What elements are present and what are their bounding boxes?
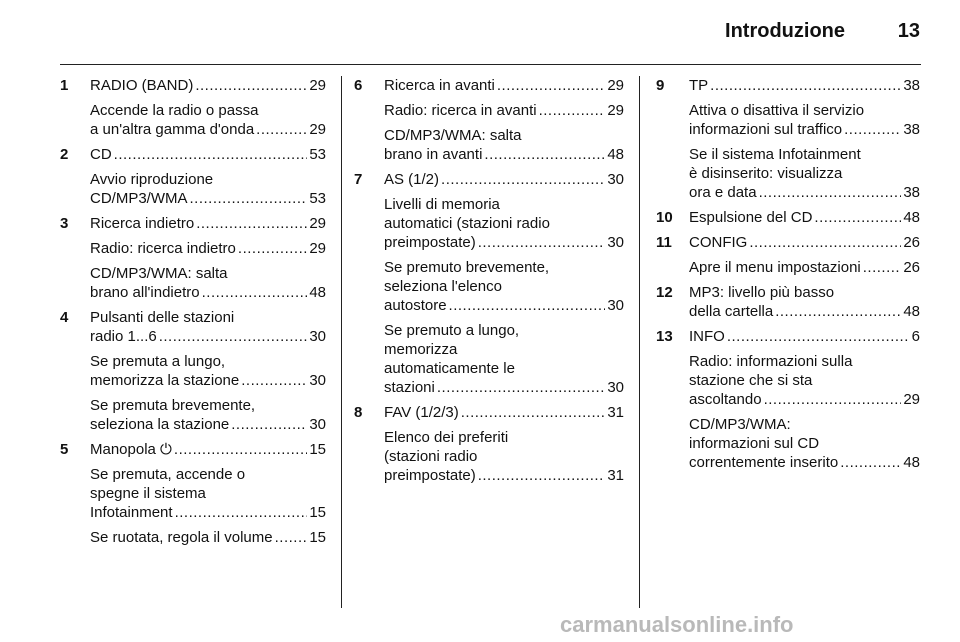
control-item (60, 440, 326, 547)
entry-text: Livelli di memoria (384, 196, 500, 213)
page-reference: 30 (607, 234, 624, 251)
page-reference: 38 (903, 121, 920, 138)
page-reference: 29 (309, 240, 326, 257)
dot-leader (478, 233, 606, 252)
index-entry (384, 76, 624, 95)
entry-line (90, 415, 326, 434)
dot-leader (710, 76, 901, 95)
index-entry (384, 428, 624, 485)
column-divider (341, 76, 342, 608)
dot-leader (840, 453, 901, 472)
index-entry (90, 76, 326, 95)
column-1 (60, 76, 326, 553)
entry-text: ascoltando (689, 391, 762, 408)
control-item (656, 76, 920, 202)
index-entry (689, 145, 920, 202)
entry-text: RADIO (BAND) (90, 77, 194, 94)
entry-text: CD/MP3/WMA: salta (90, 265, 228, 282)
page-reference: 26 (903, 259, 920, 276)
index-entry (384, 101, 624, 120)
entry-text: a un'altra gamma d'onda (90, 121, 255, 138)
entry-text: Radio: informazioni sulla (689, 353, 853, 370)
page-reference: 48 (903, 454, 920, 471)
entry-line (90, 120, 326, 139)
entry-text: Radio: ricerca indietro (90, 240, 236, 257)
page-reference: 6 (911, 328, 920, 345)
dot-leader (114, 145, 308, 164)
index-entry (90, 396, 326, 434)
entry-text: informazioni sul traffico (689, 121, 843, 138)
index-entry (384, 170, 624, 189)
control-item (656, 327, 920, 472)
entry-line (90, 214, 326, 233)
control-number: 3 (60, 215, 69, 232)
page-reference: 29 (309, 77, 326, 94)
index-entry (689, 352, 920, 409)
control-description (689, 327, 920, 472)
page-reference: 30 (607, 297, 624, 314)
index-entry (384, 258, 624, 315)
entry-line (90, 170, 326, 189)
entry-text: AS (1/2) (384, 171, 440, 188)
entry-text: automaticamente le (384, 360, 515, 377)
page-reference: 48 (903, 209, 920, 226)
entry-line (384, 447, 624, 466)
entry-text: brano in avanti (384, 146, 483, 163)
entry-line (90, 239, 326, 258)
page-reference: 15 (309, 529, 326, 546)
entry-text: Ricerca in avanti (384, 77, 495, 94)
dot-leader (461, 403, 606, 422)
entry-text: (stazioni radio (384, 448, 478, 465)
index-entry (90, 528, 326, 547)
control-description (90, 145, 326, 208)
page-reference: 31 (607, 404, 624, 421)
entry-line (90, 327, 326, 346)
index-entry (90, 101, 326, 139)
control-item (354, 76, 624, 164)
entry-text: Infotainment (90, 504, 173, 521)
control-number: 8 (354, 404, 363, 421)
entry-text: Se premuta a lungo, (90, 353, 226, 370)
entry-text: Se premuta brevemente, (90, 397, 256, 414)
dot-leader (749, 233, 901, 252)
dot-leader (449, 296, 606, 315)
entry-line (384, 428, 624, 447)
entry-text: memorizza (384, 341, 458, 358)
dot-leader (844, 120, 901, 139)
entry-line (384, 126, 624, 145)
entry-line (689, 145, 920, 164)
entry-text: Se ruotata, regola il volume (90, 529, 273, 546)
page-reference: 53 (309, 146, 326, 163)
control-description (384, 403, 624, 485)
entry-text: Espulsione del CD (689, 209, 813, 226)
entry-line (689, 101, 920, 120)
dot-leader (478, 466, 606, 485)
dot-leader (202, 283, 308, 302)
page-reference: 29 (903, 391, 920, 408)
entry-line (90, 76, 326, 95)
entry-line (689, 390, 920, 409)
page-reference: 29 (607, 77, 624, 94)
dot-leader (437, 378, 605, 397)
entry-line (384, 277, 624, 296)
watermark: carmanualsonline.info (560, 612, 794, 637)
dot-leader (814, 208, 901, 227)
control-number: 7 (354, 171, 363, 188)
entry-line (90, 484, 326, 503)
entry-text: ora e data (689, 184, 757, 201)
entry-text: Se premuto brevemente, (384, 259, 550, 276)
column-2 (354, 76, 624, 491)
entry-text: Apre il menu impostazioni (689, 259, 861, 276)
entry-text: della cartella (689, 303, 774, 320)
dot-leader (238, 239, 307, 258)
page-reference: 48 (309, 284, 326, 301)
entry-text: Accende la radio o passa (90, 102, 259, 119)
entry-text: Se il sistema Infotainment (689, 146, 861, 163)
dot-leader (539, 101, 606, 120)
index-entry (384, 321, 624, 397)
entry-text: seleziona la stazione (90, 416, 230, 433)
index-entry (689, 76, 920, 95)
section-title: Introduzione (725, 20, 845, 42)
entry-line (689, 434, 920, 453)
index-entry (90, 170, 326, 208)
entry-line (90, 264, 326, 283)
page-reference: 29 (309, 121, 326, 138)
entry-line (90, 465, 326, 484)
entry-line (384, 403, 624, 422)
page-reference: 31 (607, 467, 624, 484)
entry-text: seleziona l'elenco (384, 278, 502, 295)
dot-leader (484, 145, 605, 164)
control-item (60, 308, 326, 434)
entry-text: CD/MP3/WMA (90, 190, 188, 207)
entry-text: Ricerca indietro (90, 215, 195, 232)
entry-line (384, 170, 624, 189)
entry-text: CD (90, 146, 112, 163)
dot-leader (241, 371, 307, 390)
entry-line (90, 145, 326, 164)
index-entry (90, 352, 326, 390)
control-item (354, 403, 624, 485)
index-entry (90, 239, 326, 258)
control-description (689, 283, 920, 321)
control-number: 10 (656, 209, 673, 226)
control-description (689, 208, 920, 227)
index-entry (90, 308, 326, 346)
control-number: 6 (354, 77, 363, 94)
control-description (384, 170, 624, 397)
control-description (384, 76, 624, 164)
page-reference: 30 (607, 379, 624, 396)
entry-text: CD/MP3/WMA: salta (384, 127, 522, 144)
page-reference: 15 (309, 441, 326, 458)
dot-leader (159, 327, 308, 346)
entry-line (384, 101, 624, 120)
entry-text: spegne il sistema (90, 485, 206, 502)
entry-line (384, 258, 624, 277)
entry-line (90, 352, 326, 371)
entry-text: è disinserito: visualizza (689, 165, 843, 182)
dot-leader (190, 189, 308, 208)
control-number: 2 (60, 146, 69, 163)
index-entry (90, 214, 326, 233)
entry-line (689, 302, 920, 321)
control-number: 13 (656, 328, 673, 345)
index-entry (90, 465, 326, 522)
dot-leader (441, 170, 605, 189)
entry-line (384, 296, 624, 315)
entry-line (689, 120, 920, 139)
control-item (656, 233, 920, 277)
index-entry (384, 126, 624, 164)
entry-text: radio 1...6 (90, 328, 157, 345)
entry-line (689, 327, 920, 346)
entry-line (689, 371, 920, 390)
entry-text: automatici (stazioni radio (384, 215, 550, 232)
entry-line (384, 214, 624, 233)
entry-line (90, 189, 326, 208)
control-item (656, 208, 920, 227)
entry-line (90, 283, 326, 302)
dot-leader (196, 214, 307, 233)
index-entry (689, 258, 920, 277)
entry-line (689, 233, 920, 252)
page-reference: 30 (607, 171, 624, 188)
control-description (90, 308, 326, 434)
entry-line (689, 352, 920, 371)
page-reference: 38 (903, 77, 920, 94)
page-reference: 29 (309, 215, 326, 232)
entry-line (90, 308, 326, 327)
entry-text: informazioni sul CD (689, 435, 820, 452)
dot-leader (775, 302, 901, 321)
index-entry (689, 101, 920, 139)
index-entry (384, 195, 624, 252)
index-entry (90, 440, 326, 459)
entry-text: Pulsanti delle stazioni (90, 309, 235, 326)
control-description (90, 214, 326, 302)
page-reference: 26 (903, 234, 920, 251)
column-3 (656, 76, 920, 478)
entry-line (689, 183, 920, 202)
index-entry (689, 283, 920, 321)
entry-line (384, 145, 624, 164)
page-reference: 53 (309, 190, 326, 207)
control-number: 12 (656, 284, 673, 301)
index-entry (90, 264, 326, 302)
entry-text: brano all'indietro (90, 284, 200, 301)
entry-line (384, 233, 624, 252)
entry-text: stazione che si sta (689, 372, 813, 389)
dot-leader (174, 440, 307, 459)
entry-line (90, 528, 326, 547)
control-item (60, 214, 326, 302)
page-reference: 29 (607, 102, 624, 119)
entry-line (90, 503, 326, 522)
page-reference: 38 (903, 184, 920, 201)
page-reference: 15 (309, 504, 326, 521)
entry-line (689, 76, 920, 95)
control-number: 9 (656, 77, 665, 94)
entry-text: Avvio riproduzione (90, 171, 214, 188)
entry-line (384, 76, 624, 95)
entry-line (90, 396, 326, 415)
entry-text: Attiva o disattiva il servizio (689, 102, 865, 119)
entry-line (384, 359, 624, 378)
entry-line (689, 283, 920, 302)
control-number: 1 (60, 77, 69, 94)
dot-leader (256, 120, 307, 139)
entry-text: preimpostate) (384, 467, 476, 484)
entry-text: CONFIG (689, 234, 748, 251)
entry-line (384, 466, 624, 485)
control-number: 5 (60, 441, 69, 458)
index-entry (384, 403, 624, 422)
dot-leader (497, 76, 605, 95)
control-item (60, 145, 326, 208)
header-rule (60, 64, 921, 65)
entry-line (90, 371, 326, 390)
control-item (60, 76, 326, 139)
entry-text: FAV (1/2/3) (384, 404, 459, 421)
page-reference: 30 (309, 328, 326, 345)
index-entry (90, 145, 326, 164)
entry-line (689, 208, 920, 227)
page-reference: 48 (903, 303, 920, 320)
control-number: 11 (656, 234, 672, 251)
entry-text: TP (689, 77, 709, 94)
entry-text: MP3: livello più basso (689, 284, 835, 301)
control-description (689, 233, 920, 277)
entry-line (90, 440, 326, 459)
control-description (689, 76, 920, 202)
entry-text: memorizza la stazione (90, 372, 240, 389)
entry-text: CD/MP3/WMA: (689, 416, 791, 433)
entry-line (689, 164, 920, 183)
index-entry (689, 327, 920, 346)
entry-line (689, 258, 920, 277)
entry-text: Se premuta, accende o (90, 466, 246, 483)
dot-leader (863, 258, 902, 277)
index-entry (689, 208, 920, 227)
entry-line (384, 378, 624, 397)
entry-line (689, 453, 920, 472)
entry-line (384, 195, 624, 214)
index-entry (689, 415, 920, 472)
entry-text: preimpostate) (384, 234, 476, 251)
entry-text: Manopola ⏻ (90, 441, 172, 458)
dot-leader (175, 503, 308, 522)
index-entry (689, 233, 920, 252)
dot-leader (231, 415, 307, 434)
page-number: 13 (897, 20, 920, 42)
entry-text: stazioni (384, 379, 435, 396)
entry-text: INFO (689, 328, 725, 345)
column-divider (639, 76, 640, 608)
entry-text: autostore (384, 297, 447, 314)
page-reference: 30 (309, 416, 326, 433)
entry-line (90, 101, 326, 120)
control-description (90, 76, 326, 139)
entry-text: correntemente inserito (689, 454, 839, 471)
entry-text: Elenco dei preferiti (384, 429, 509, 446)
page-reference: 30 (309, 372, 326, 389)
entry-line (384, 340, 624, 359)
entry-text: Se premuto a lungo, (384, 322, 520, 339)
control-number: 4 (60, 309, 69, 326)
control-item (656, 283, 920, 321)
page-header (0, 18, 960, 50)
control-description (90, 440, 326, 547)
dot-leader (727, 327, 910, 346)
page-reference: 48 (607, 146, 624, 163)
entry-line (384, 321, 624, 340)
entry-text: Radio: ricerca in avanti (384, 102, 537, 119)
dot-leader (275, 528, 308, 547)
dot-leader (195, 76, 307, 95)
control-item (354, 170, 624, 397)
dot-leader (764, 390, 902, 409)
dot-leader (759, 183, 902, 202)
entry-line (689, 415, 920, 434)
